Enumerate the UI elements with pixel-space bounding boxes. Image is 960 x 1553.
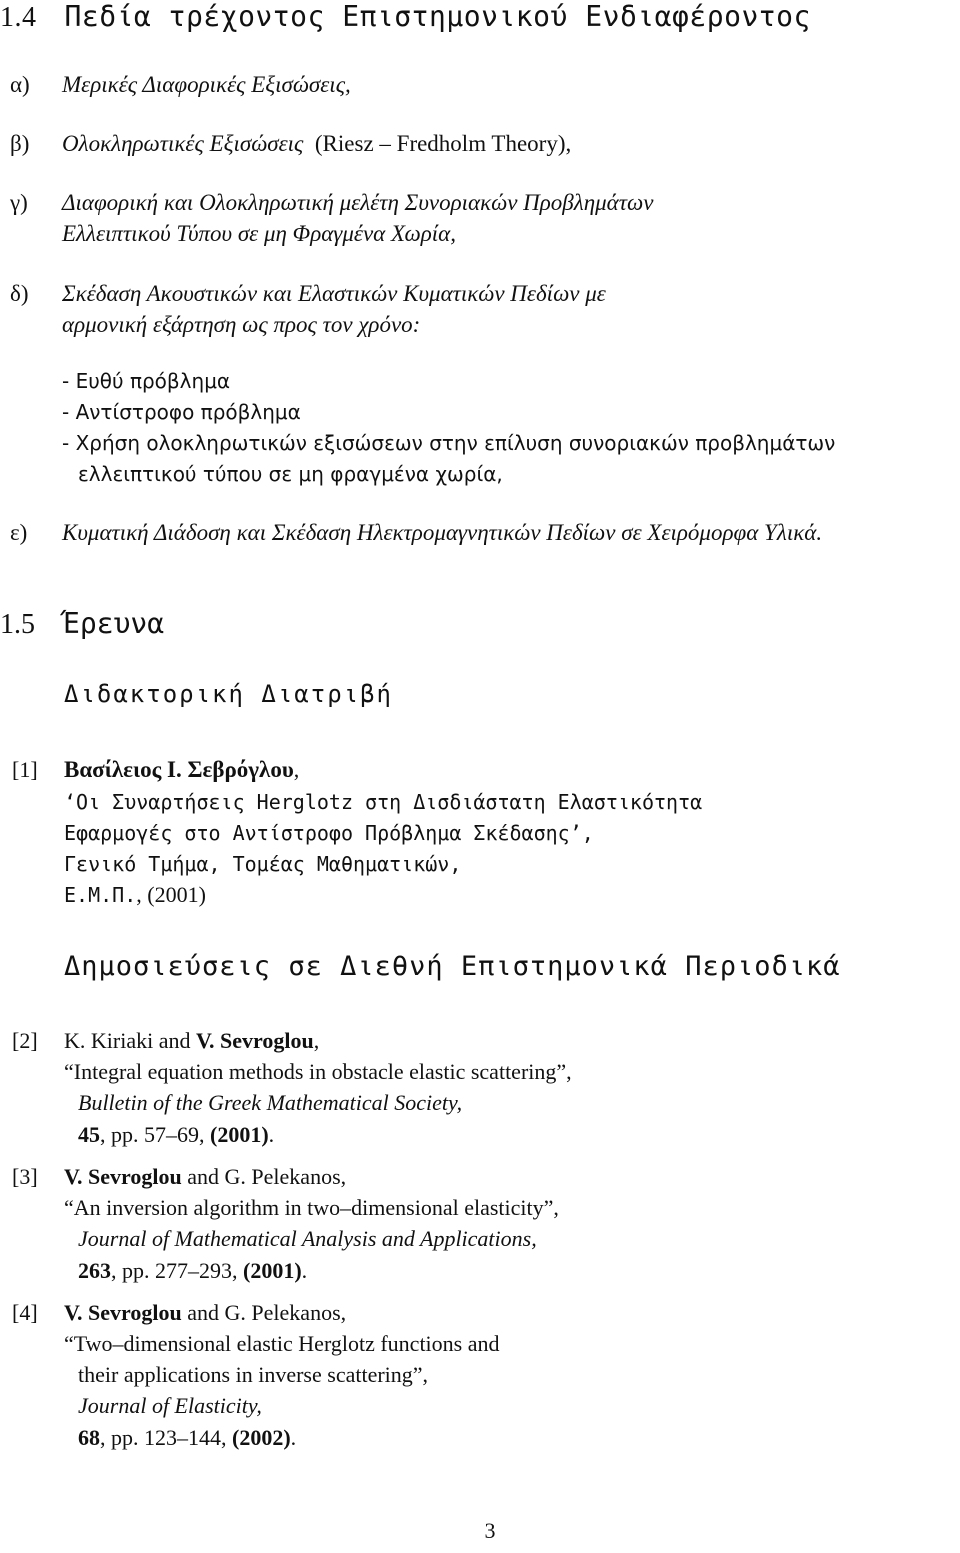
thesis-author-line: Βασίλειος Ι. Σεβρόγλου, [64,757,300,782]
item-text-b: Ολοκληρωτικές Εξισώσεις (Riesz – Fredholm Theory), [62,131,572,156]
ref-number: [2] [12,1028,38,1053]
ref-number: [1] [12,757,38,782]
thesis-heading: Διδακτορική Διατριβή [64,680,393,708]
ref-authors: K. Kiriaki and V. Sevroglou, [64,1028,320,1053]
section-heading-1-5 [0,607,164,641]
item-text-d-1: Σκέδαση Ακουστικών και Ελαστικών Κυματικών Πεδίων με [62,281,606,306]
item-text-c-1: Διαφορική και Ολοκληρωτική μελέτη Συνοριακών Προβλημάτων [62,190,654,215]
thesis-title-1: ‘Οι Συναρτήσεις Herglotz στη Δισδιάστατη Ελαστικότητα [64,790,703,814]
sub-item: - Χρήση ολοκληρωτικών εξισώσεων στην επίλυση συνοριακών προβλημάτων [62,431,836,455]
ref-volume-line: 45, pp. 57–69, (2001). [78,1122,275,1147]
section-number: 1.4 [0,2,37,33]
ref-number: [3] [12,1164,38,1189]
ref-volume-line: 68, pp. 123–144, (2002). [78,1425,297,1450]
section-title: Έρευνα [63,607,165,640]
section-heading-1-4 [0,0,811,34]
item-label-c: γ) [10,190,28,215]
ref-title-2: their applications in inverse scattering”, [78,1362,429,1387]
ref-journal: Journal of Mathematical Analysis and Applications, [78,1226,537,1251]
item-text-c-2: Ελλειπτικού Τύπου σε μη Φραγμένα Χωρία, [62,221,456,246]
ref-journal: Bulletin of the Greek Mathematical Society, [78,1090,463,1115]
section-title: Πεδία τρέχοντος Επιστημονικού Ενδιαφέροντος [64,0,811,33]
item-text-e: Κυματική Διάδοση και Σκέδαση Ηλεκτρομαγνητικών Πεδίων σε Χειρόμορφα Υλικά. [62,520,823,545]
ref-number: [4] [12,1300,38,1325]
thesis-title-2: Εφαρμογές στο Αντίστροφο Πρόβλημα Σκέδασης’, [64,821,594,845]
sub-item: ελλειπτικού τύπου σε μη φραγμένα χωρία, [78,462,503,486]
sub-item: - Ευθύ πρόβλημα [62,369,231,393]
section-number: 1.5 [0,609,35,640]
item-label-e: ε) [10,520,28,545]
ref-title: “Integral equation methods in obstacle elastic scattering”, [64,1059,572,1084]
ref-title-1: “Two–dimensional elastic Herglotz functions and [64,1331,500,1356]
thesis-inst-line: Ε.Μ.Π., (2001) [64,882,206,907]
item-text-d-2: αρμονική εξάρτηση ως προς τον χρόνο: [62,312,421,337]
ref-authors: V. Sevroglou and G. Pelekanos, [64,1300,347,1325]
ref-journal: Journal of Elasticity, [78,1393,262,1418]
ref-title: “An inversion algorithm in two–dimensional elasticity”, [64,1195,559,1220]
page-number: 3 [484,1518,496,1543]
publications-heading: Δημοσιεύσεις σε Διεθνή Επιστημονικά Περιοδικά [64,951,841,982]
item-label-b: β) [10,131,30,156]
item-label-d: δ) [10,281,29,306]
item-label-a: α) [10,72,30,97]
item-text-a: Μερικές Διαφορικές Εξισώσεις, [62,72,351,97]
thesis-dept: Γενικό Τμήμα, Τομέας Μαθηματικών, [64,852,462,876]
ref-volume-line: 263, pp. 277–293, (2001). [78,1258,308,1283]
sub-item: - Αντίστροφο πρόβλημα [62,400,301,424]
ref-authors: V. Sevroglou and G. Pelekanos, [64,1164,347,1189]
